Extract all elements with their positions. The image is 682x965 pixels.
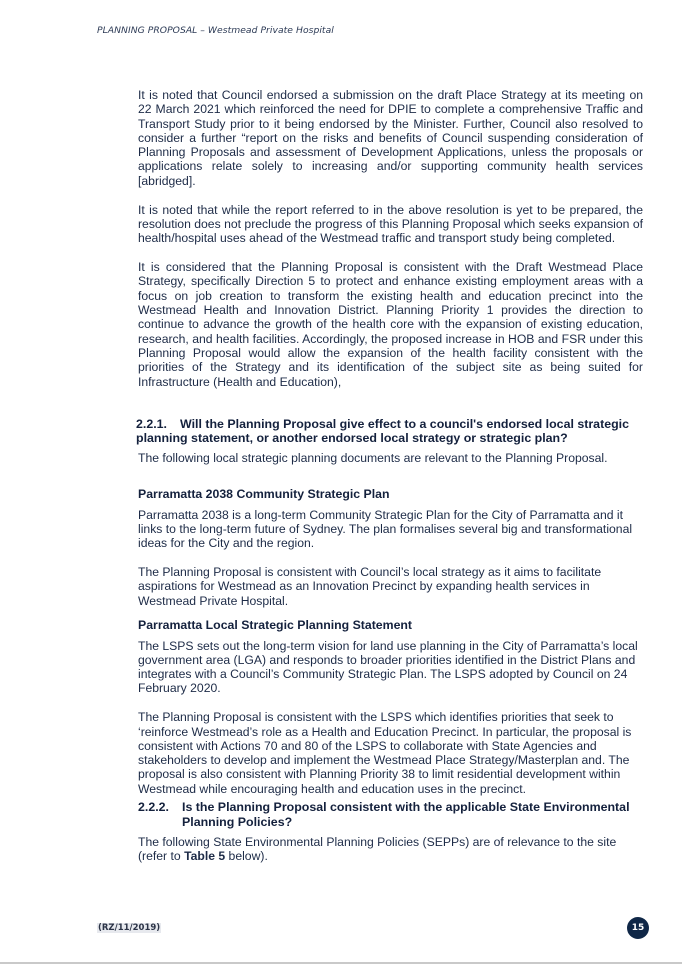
paragraph-lsps-overview: The LSPS sets out the long-term vision for land use planning in the City of Parramatta’s local government area (LGA) and responds to broader priorities identified in the District Plans and integrates with a Council’s Community Strategic Plan. The LSPS adopted by Council on 24 February 2020. bbox=[138, 638, 638, 696]
document-body bbox=[138, 88, 643, 878]
section-intro: The following local strategic planning documents are relevant to the Planning Proposal. bbox=[138, 450, 608, 465]
section-heading-2-2-1 bbox=[136, 417, 643, 446]
table-5-reference: Table 5 bbox=[184, 849, 226, 864]
section-title-line2: planning statement, or another endorsed local strategy or strategic plan? bbox=[136, 431, 568, 446]
section-heading-2-2-2 bbox=[138, 800, 643, 829]
paragraph-place-strategy-consistency: It is considered that the Planning Proposal is consistent with the Draft Westmead Place Strategy, specifically Direction 5 to protect and enhance existing employment areas with a focus on job creation to transform the existing health and education precinct into the Westmead Health and Innovation District. Planning Priority 1 provides the direction to continue to advance the growth of the health core with the expansion of existing education, research, and health facilities. Accordingly, the proposed increase in HOB and FSR under this Planning Proposal would allow the expansion of the health facility consistent with the priorities of the Strategy and its identification of the subject site as being suited for Infrastructure (Health and Education), bbox=[138, 260, 643, 389]
section-number: 2.2.2. bbox=[138, 800, 170, 815]
section-intro-sepps bbox=[138, 835, 643, 864]
page-bottom-divider bbox=[0, 962, 682, 964]
page-number-badge: 15 bbox=[627, 917, 649, 939]
section-title-line1: Will the Planning Proposal give effect to a council's endorsed local strategic bbox=[180, 416, 629, 431]
subheading-community-strategic-plan: Parramatta 2038 Community Strategic Plan bbox=[138, 487, 390, 502]
section-title-line1: Is the Planning Proposal consistent with the applicable State Environmental bbox=[182, 800, 630, 815]
sepps-intro-text: The following State Environmental Planning Policies (SEPPs) are of relevance to the site (refer to bbox=[138, 835, 617, 864]
paragraph-parramatta-2038: Parramatta 2038 is a long-term Community Strategic Plan for the City of Parramatta and it links to the long-term future of Sydney. The plan formalises several big and transformational ideas for the City and the region. bbox=[138, 507, 633, 551]
paragraph-lsps-consistency: The Planning Proposal is consistent with the LSPS which identifies priorities that seek to ‘reinforce Westmead’s role as a Health and Education Precinct. In particular, the proposal is consistent with Actions 70 and 80 of the LSPS to collaborate with State Agencies and stakeholders to develop and implement the Westmead Place Strategy/Masterplan and. The proposal is also consistent with Planning Priority 38 to limit residential development within Westmead while encouraging health and education uses in the precinct. bbox=[138, 710, 632, 796]
paragraph-report-resolution: It is noted that while the report referred to in the above resolution is yet to be prepared, the resolution does not preclude the progress of this Planning Proposal which seeks expansion of health/hospital uses ahead of the Westmead traffic and transport study being completed. bbox=[138, 202, 643, 246]
footer-reference-code: (RZ/11/2019) bbox=[98, 923, 161, 933]
section-number: 2.2.1. bbox=[136, 416, 168, 431]
sepps-intro-end: below). bbox=[225, 849, 268, 864]
page-header-title: PLANNING PROPOSAL – Westmead Private Hospital bbox=[97, 25, 334, 36]
paragraph-council-submission: It is noted that Council endorsed a submission on the draft Place Strategy at its meeting on 22 March 2021 which reinforced the need for DPIE to complete a comprehensive Traffic and Transport Study prior to it being endorsed by the Minister. Further, Council also resolved to consider a further “report on the risks and benefits of Council suspending consideration of Planning Proposals and assessment of Development Applications, unless the proposals or applications relate solely to increasing and/or supporting community health services [abridged]. bbox=[138, 88, 643, 188]
subheading-lsps: Parramatta Local Strategic Planning Statement bbox=[138, 618, 413, 632]
paragraph-local-strategy-consistency: The Planning Proposal is consistent with Council’s local strategy as it aims to facilitate aspirations for Westmead as an Innovation Precinct by expanding health services in Westmead Private Hospital. bbox=[138, 565, 602, 608]
section-title-line2: Planning Policies? bbox=[182, 814, 293, 829]
